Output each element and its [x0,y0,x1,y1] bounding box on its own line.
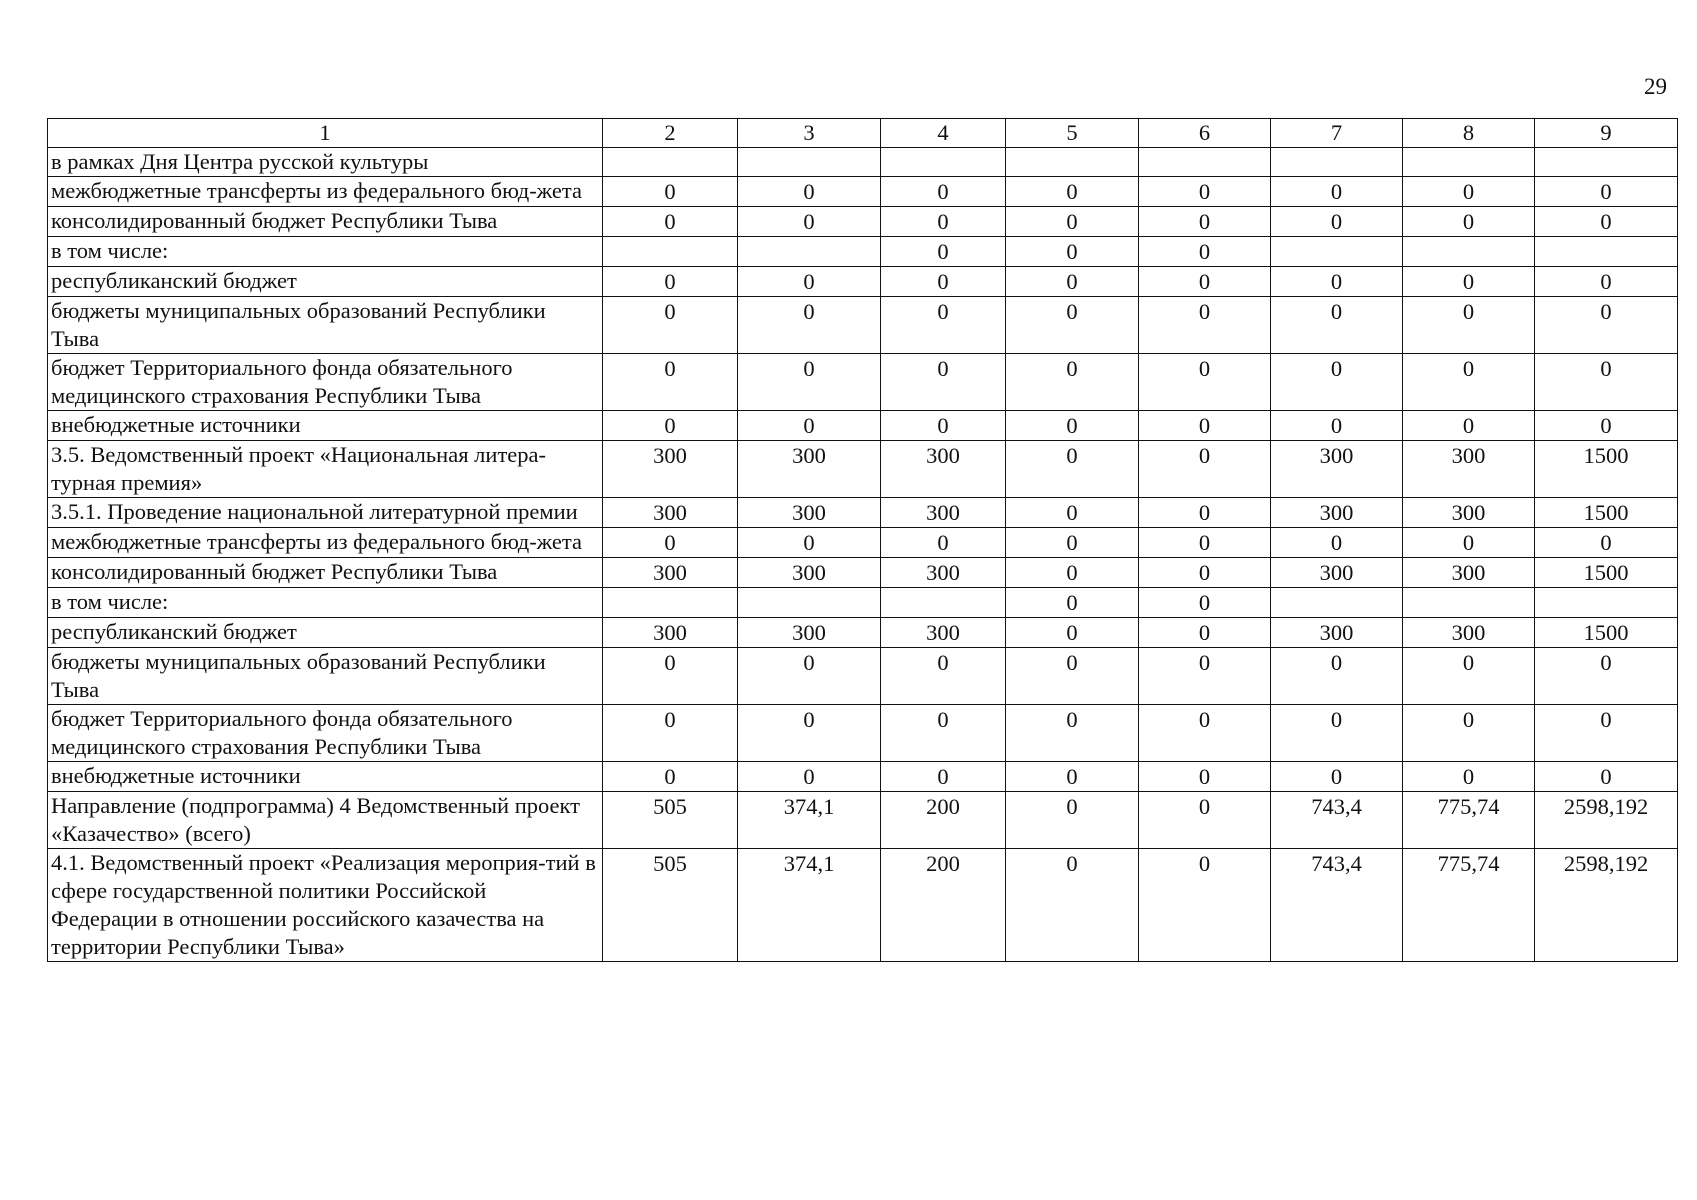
value-cell: 300 [738,558,881,588]
value-cell: 0 [1006,762,1139,792]
value-cell: 0 [1006,528,1139,558]
value-cell: 0 [603,354,738,411]
value-cell: 0 [1006,354,1139,411]
value-cell: 0 [881,411,1006,441]
value-cell: 0 [603,528,738,558]
row-label: в том числе: [48,588,603,618]
row-label: 4.1. Ведомственный проект «Реализация мероприя-тий в сфере государственной политики Российской Федерации в отношении российского казачества на территории Республики Тыва» [48,849,603,962]
value-cell: 0 [603,411,738,441]
value-cell [738,588,881,618]
table-row [48,177,1678,207]
value-cell: 0 [738,354,881,411]
value-cell: 0 [1139,411,1271,441]
row-label: внебюджетные источники [48,762,603,792]
column-header: 8 [1403,119,1535,148]
value-cell: 0 [1006,267,1139,297]
value-cell: 0 [1139,297,1271,354]
value-cell: 0 [1006,207,1139,237]
row-label: межбюджетные трансферты из федерального бюд-жета [48,177,603,207]
value-cell: 1500 [1535,441,1678,498]
value-cell: 0 [1403,267,1535,297]
value-cell: 0 [1403,354,1535,411]
value-cell: 0 [1535,411,1678,441]
table-row [48,441,1678,498]
value-cell: 1500 [1535,558,1678,588]
value-cell [1139,148,1271,177]
table-row [48,558,1678,588]
value-cell: 0 [1006,618,1139,648]
value-cell: 0 [1139,705,1271,762]
value-cell: 0 [603,762,738,792]
row-label: консолидированный бюджет Республики Тыва [48,558,603,588]
value-cell [1535,237,1678,267]
value-cell [881,148,1006,177]
value-cell: 0 [1403,762,1535,792]
value-cell [1403,588,1535,618]
table-row [48,618,1678,648]
table-row [48,354,1678,411]
value-cell: 0 [1139,441,1271,498]
value-cell: 0 [1271,528,1403,558]
value-cell: 0 [1139,528,1271,558]
row-label: бюджеты муниципальных образований Республики Тыва [48,297,603,354]
value-cell: 0 [603,177,738,207]
value-cell: 0 [738,528,881,558]
value-cell: 0 [1139,648,1271,705]
value-cell [603,588,738,618]
value-cell: 300 [603,558,738,588]
column-header: 7 [1271,119,1403,148]
value-cell: 2598,192 [1535,849,1678,962]
value-cell: 0 [1006,297,1139,354]
value-cell: 0 [1139,177,1271,207]
value-cell: 0 [1535,207,1678,237]
value-cell: 0 [1006,849,1139,962]
value-cell: 0 [881,528,1006,558]
value-cell: 200 [881,849,1006,962]
value-cell: 300 [881,441,1006,498]
value-cell: 0 [1139,588,1271,618]
table-row [48,792,1678,849]
value-cell: 0 [1006,177,1139,207]
value-cell: 0 [603,207,738,237]
value-cell: 300 [1271,498,1403,528]
value-cell: 0 [1139,762,1271,792]
value-cell: 0 [1139,267,1271,297]
value-cell: 0 [1139,792,1271,849]
value-cell [1271,148,1403,177]
value-cell: 0 [738,267,881,297]
value-cell: 300 [881,558,1006,588]
value-cell: 0 [1006,441,1139,498]
value-cell [1403,148,1535,177]
value-cell: 0 [1403,297,1535,354]
value-cell [1271,237,1403,267]
table-row [48,237,1678,267]
value-cell: 0 [738,762,881,792]
value-cell: 0 [881,267,1006,297]
value-cell: 0 [881,762,1006,792]
value-cell: 0 [881,354,1006,411]
value-cell: 0 [1139,354,1271,411]
value-cell [738,148,881,177]
value-cell: 0 [1271,177,1403,207]
value-cell: 0 [1535,528,1678,558]
value-cell: 775,74 [1403,792,1535,849]
value-cell: 0 [1139,849,1271,962]
value-cell: 1500 [1535,498,1678,528]
value-cell: 374,1 [738,792,881,849]
table-row [48,648,1678,705]
value-cell: 300 [881,498,1006,528]
budget-table [47,118,1678,962]
value-cell: 0 [881,207,1006,237]
value-cell: 0 [1139,237,1271,267]
value-cell: 0 [603,297,738,354]
value-cell: 0 [1271,705,1403,762]
value-cell: 0 [1139,207,1271,237]
value-cell: 300 [1271,618,1403,648]
table-row [48,705,1678,762]
value-cell: 300 [1403,618,1535,648]
value-cell [881,588,1006,618]
row-label: внебюджетные источники [48,411,603,441]
value-cell: 0 [1006,558,1139,588]
value-cell: 300 [738,441,881,498]
value-cell: 0 [1271,411,1403,441]
row-label: 3.5. Ведомственный проект «Национальная литера-турная премия» [48,441,603,498]
value-cell: 1500 [1535,618,1678,648]
value-cell [1403,237,1535,267]
value-cell: 0 [738,297,881,354]
value-cell: 505 [603,792,738,849]
row-label: бюджет Территориального фонда обязательного медицинского страхования Республики Тыва [48,705,603,762]
value-cell [1271,588,1403,618]
column-header: 4 [881,119,1006,148]
value-cell: 0 [881,648,1006,705]
value-cell: 300 [603,618,738,648]
value-cell: 300 [1403,498,1535,528]
value-cell: 0 [1271,762,1403,792]
row-label: бюджеты муниципальных образований Республики Тыва [48,648,603,705]
value-cell: 0 [1271,354,1403,411]
value-cell: 0 [1006,588,1139,618]
value-cell: 0 [603,267,738,297]
value-cell: 0 [603,648,738,705]
table-row [48,411,1678,441]
table-row [48,207,1678,237]
table-row [48,762,1678,792]
value-cell: 200 [881,792,1006,849]
value-cell: 0 [1271,207,1403,237]
value-cell: 0 [1006,648,1139,705]
value-cell [1006,148,1139,177]
column-number-row [48,119,1678,148]
value-cell: 0 [1271,267,1403,297]
value-cell: 0 [1403,177,1535,207]
value-cell [1535,588,1678,618]
value-cell: 0 [1403,528,1535,558]
value-cell: 300 [603,441,738,498]
value-cell: 0 [1006,237,1139,267]
row-label: консолидированный бюджет Республики Тыва [48,207,603,237]
column-header: 1 [48,119,603,148]
value-cell: 300 [603,498,738,528]
value-cell: 0 [1006,705,1139,762]
row-label: Направление (подпрограмма) 4 Ведомственный проект «Казачество» (всего) [48,792,603,849]
value-cell [738,237,881,267]
value-cell: 0 [881,237,1006,267]
value-cell: 0 [1403,411,1535,441]
table-row [48,849,1678,962]
value-cell: 0 [738,705,881,762]
column-header: 6 [1139,119,1271,148]
row-label: 3.5.1. Проведение национальной литературной премии [48,498,603,528]
value-cell: 300 [1403,441,1535,498]
value-cell: 0 [1139,558,1271,588]
value-cell: 300 [738,498,881,528]
row-label: бюджет Территориального фонда обязательного медицинского страхования Республики Тыва [48,354,603,411]
value-cell: 0 [1403,648,1535,705]
table-row [48,297,1678,354]
value-cell: 300 [1403,558,1535,588]
table-row [48,528,1678,558]
value-cell: 2598,192 [1535,792,1678,849]
value-cell: 0 [1535,648,1678,705]
value-cell: 0 [1535,705,1678,762]
column-header: 5 [1006,119,1139,148]
value-cell: 300 [738,618,881,648]
value-cell: 0 [881,297,1006,354]
value-cell: 300 [881,618,1006,648]
column-header: 2 [603,119,738,148]
row-label: в рамках Дня Центра русской культуры [48,148,603,177]
value-cell: 775,74 [1403,849,1535,962]
value-cell: 0 [1535,267,1678,297]
value-cell: 0 [1535,297,1678,354]
table-row [48,267,1678,297]
value-cell: 300 [1271,441,1403,498]
value-cell: 374,1 [738,849,881,962]
value-cell [603,237,738,267]
value-cell: 743,4 [1271,792,1403,849]
value-cell: 743,4 [1271,849,1403,962]
value-cell: 0 [1535,762,1678,792]
value-cell: 0 [1535,177,1678,207]
value-cell [603,148,738,177]
value-cell: 505 [603,849,738,962]
column-header: 3 [738,119,881,148]
row-label: республиканский бюджет [48,267,603,297]
value-cell: 0 [1535,354,1678,411]
column-header: 9 [1535,119,1678,148]
value-cell: 0 [738,648,881,705]
value-cell: 0 [1139,618,1271,648]
value-cell: 0 [881,705,1006,762]
table-body [48,148,1678,962]
value-cell: 0 [1403,705,1535,762]
value-cell: 0 [1271,648,1403,705]
value-cell [1535,148,1678,177]
value-cell: 0 [881,177,1006,207]
value-cell: 0 [1139,498,1271,528]
table-row [48,498,1678,528]
page-number: 29 [1644,74,1667,99]
value-cell: 0 [1006,411,1139,441]
value-cell: 0 [1006,792,1139,849]
value-cell: 0 [1271,297,1403,354]
row-label: в том числе: [48,237,603,267]
value-cell: 0 [1006,498,1139,528]
table-row [48,588,1678,618]
value-cell: 0 [1403,207,1535,237]
value-cell: 0 [738,207,881,237]
value-cell: 0 [603,705,738,762]
row-label: межбюджетные трансферты из федерального бюд-жета [48,528,603,558]
value-cell: 300 [1271,558,1403,588]
row-label: республиканский бюджет [48,618,603,648]
value-cell: 0 [738,411,881,441]
table-row [48,148,1678,177]
value-cell: 0 [738,177,881,207]
